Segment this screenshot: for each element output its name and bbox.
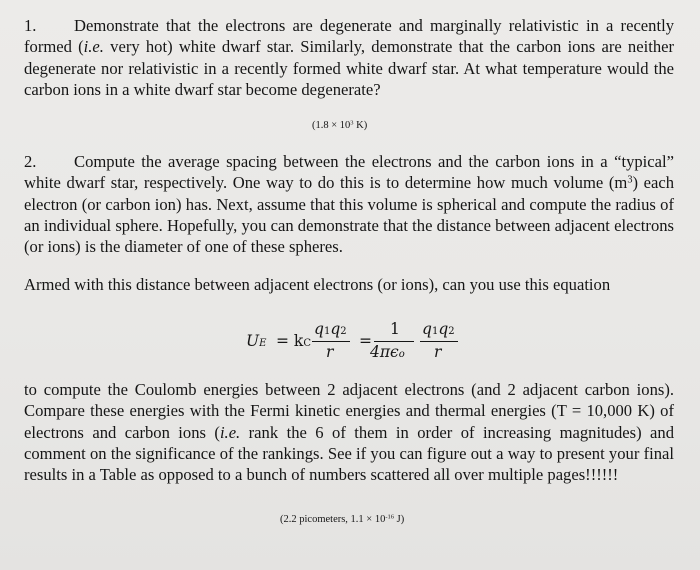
problem-1-sentence-a: Demonstrate that the electrons are degenerate and marginally relativistic in a recently formed ( xyxy=(24,16,674,57)
eq-q2b: q xyxy=(438,320,449,338)
problem-2-sentence-a: Compute the average spacing between the electrons and the carbon ions in a “typical” white dwarf star, respectively. One way to do this is to determine how much volume (m xyxy=(24,152,674,193)
eq-epsilon-sub: o xyxy=(398,349,405,360)
eq-fraction-bar-2 xyxy=(374,341,414,342)
eq-fraction-bar-3 xyxy=(420,341,458,342)
eq-q1-sub: 1 xyxy=(323,326,331,337)
problem-2-compute-a: to compute the Coulomb energies between 2 adjacent electrons (and 2 adjacent carbon ions). Compare these energies with the Fermi kinetic energies and thermal energies (T = 10,000 K) of electrons and carbon ions ( xyxy=(24,380,674,442)
eq-u: U xyxy=(246,332,260,350)
problem-2-volume-exponent: 3 xyxy=(627,174,633,186)
eq-k-sub: C xyxy=(303,338,311,349)
problem-1-answer-exponent: 3 xyxy=(350,119,354,127)
eq-q1: q xyxy=(314,320,324,338)
problem-2-armed-text: Armed with this distance between adjacent electrons (or ions), can you use this equation xyxy=(24,275,611,294)
eq-denominator-1: r xyxy=(326,343,334,361)
problem-2-answer-exponent: -16 xyxy=(385,513,395,521)
eq-numerator-3 xyxy=(422,320,455,338)
eq-denominator-3: r xyxy=(434,343,442,361)
eq-q1b: q xyxy=(422,320,432,338)
problem-2-answer-base: (2.2 picometers, 1.1 × 10 xyxy=(280,514,386,525)
coulomb-equation xyxy=(246,320,476,368)
eq-denominator-2 xyxy=(370,343,405,361)
eq-u-sub: E xyxy=(259,338,267,349)
eq-q2: q xyxy=(330,320,341,338)
problem-2-answer xyxy=(280,514,404,526)
problem-2-text xyxy=(24,151,674,257)
eq-q1b-sub: 1 xyxy=(431,326,439,337)
eq-numerator-1 xyxy=(314,320,347,338)
eq-fraction-bar-1 xyxy=(312,341,350,342)
eq-equals-k xyxy=(276,332,311,350)
eq-4pi-epsilon: 4πϵ xyxy=(370,343,399,361)
eq-numerator-2: 1 xyxy=(390,320,400,338)
problem-1-answer-base: (1.8 × 10 xyxy=(312,120,351,131)
problem-1-number: 1. xyxy=(24,16,37,35)
eq-lhs xyxy=(246,332,266,350)
eq-q2-sub: 2 xyxy=(340,326,347,337)
problem-2-compute-text xyxy=(24,379,674,485)
problem-2-compute-b: rank the 6 of them in order of increasing magnitudes) and comment on the significance of the rankings. See if you can figure out a way to present your final results in a Table as opposed to a bunch of numbers scattered all over multiple pages!!!!!! xyxy=(24,422,674,485)
eq-q2b-sub: 2 xyxy=(448,326,455,337)
problem-1-ie: i.e. xyxy=(83,37,104,57)
problem-2-ie: i.e. xyxy=(219,422,241,442)
problem-2-answer-unit: J) xyxy=(394,514,405,525)
problem-1-answer-unit: K) xyxy=(353,120,368,131)
problem-1-text xyxy=(24,15,674,100)
eq-equals-k-text: = k xyxy=(276,332,304,350)
problem-1-answer xyxy=(312,120,367,132)
problem-2-sentence-b: ) each electron (or carbon ion) has. Next, assume that this volume is spherical and compute the radius of an individual sphere. Hopefully, you can demonstrate that the distance between adjacent electrons (or ions) is the diameter of one of these spheres. xyxy=(24,173,674,257)
problem-1-sentence-b: very hot) white dwarf star. Similarly, demonstrate that the carbon ions are neither degenerate nor relativistic in a recently formed white dwarf star. At what temperature would the carbon ions in a white dwarf star become degenerate? xyxy=(24,37,675,99)
eq-equals-2: = xyxy=(359,332,372,350)
problem-2-number: 2. xyxy=(24,152,37,171)
